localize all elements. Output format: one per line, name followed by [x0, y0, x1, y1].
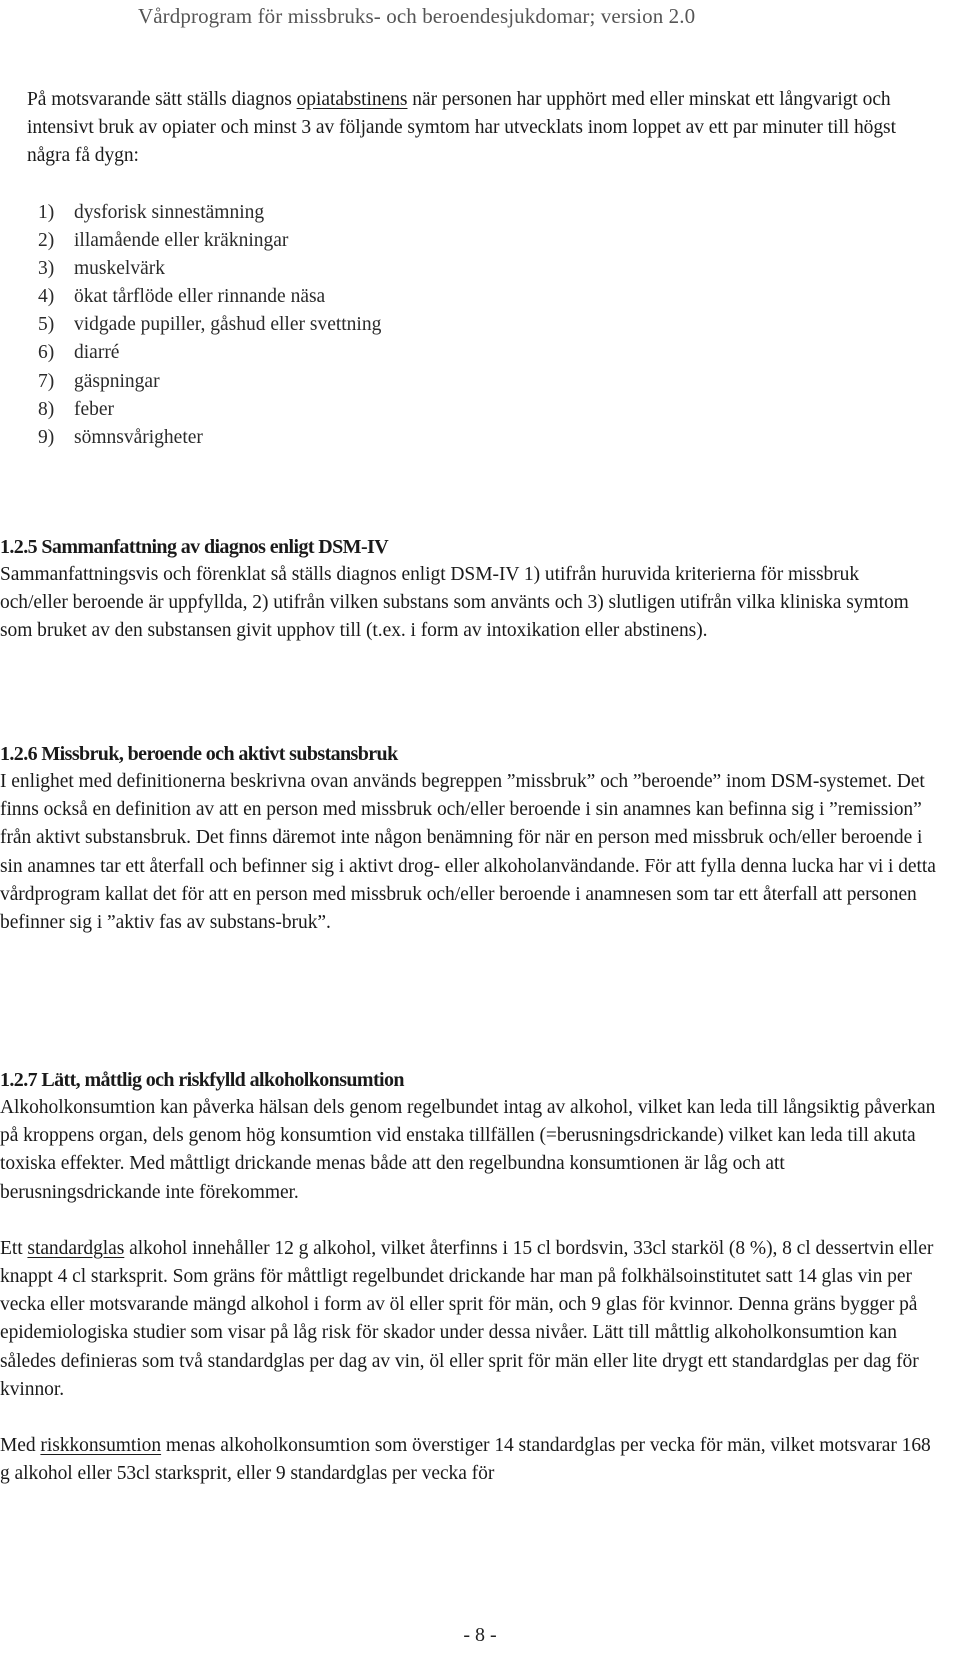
- intro-paragraph: På motsvarande sätt ställs diagnos opiatabstinens när personen har upphört med eller minskat ett långvarigt och intensivt bruk av opiater och minst 3 av följande symtom har utvecklats inom loppet av ett par minuter till högst några få dygn:: [27, 89, 896, 167]
- intro-paragraph-block: [27, 86, 932, 171]
- section-1-2-6: [0, 740, 940, 937]
- list-item: 2) illamående eller kräkningar: [38, 230, 289, 252]
- section-body: Sammanfattningsvis och förenklat så ställs diagnos enligt DSM-IV 1) utifrån huruvida kriterierna för missbruk och/eller beroende är uppfyllda, 2) utifrån vilken substans som använts och 3) slutligen utifrån vilka kliniska symtom som bruket av den substansen givit upphov till (t.ex. i form av intoxikation eller abstinens).: [0, 564, 909, 642]
- page-number: - 8 -: [463, 1624, 497, 1646]
- section-1-2-7: [0, 1066, 942, 1488]
- section-heading: 1.2.7 Lätt, måttlig och riskfylld alkoholkonsumtion: [0, 1069, 404, 1091]
- section-heading: 1.2.5 Sammanfattning av diagnos enligt DSM-IV: [0, 536, 389, 558]
- section-body: I enlighet med definitionerna beskrivna ovan används begreppen ”missbruk” och ”beroende” inom DSM-systemet. Det finns också en definition av att en person med missbruk och/eller beroende i sin anamnes kan befinna sig i ”remission” från aktivt substansbruk. Det finns däremot inte någon benämning för när en person med missbruk och/eller beroende i sin anamnes tar ett återfall och befinner sig i aktivt drog- eller alkoholanvändande. För att fylla denna lucka har vi i detta vårdprogram kallat det för att en person med missbruk och/eller beroende i anamnesen som tar ett återfall att personen befinner sig i ”aktiv fas av substans-bruk”.: [0, 771, 936, 934]
- list-item: 7) gäspningar: [38, 370, 160, 392]
- list-item: 1) dysforisk sinnestämning: [38, 202, 265, 223]
- list-item: 3) muskelvärk: [38, 258, 165, 280]
- section-1-2-5: [0, 533, 930, 646]
- list-item: 5) vidgade pupiller, gåshud eller svettning: [38, 314, 382, 336]
- running-header: Vårdprogram för missbruks- och beroendesjukdomar; version 2.0: [138, 4, 696, 28]
- term-riskkonsumtion: riskkonsumtion: [40, 1435, 162, 1457]
- list-item: 9) sömnsvårigheter: [38, 426, 203, 448]
- term-standardglas: standardglas: [27, 1237, 125, 1259]
- section-body: Alkoholkonsumtion kan påverka hälsan dels genom regelbundet intag av alkohol, vilket kan leda till långsiktig påverkan på kroppens organ, dels genom hög konsumtion vid enstaka tillfällen (=berusningsdrickande) vilket kan leda till akuta toxiska effekter. Med måttligt drickande menas både att den regelbundna konsumtionen är låg och att berusningsdrickande inte förekommer.: [0, 1097, 936, 1203]
- section-heading: 1.2.6 Missbruk, beroende och aktivt substansbruk: [0, 743, 398, 765]
- standardglas-paragraph: Ett standardglas alkohol innehåller 12 g alkohol, vilket återfinns i 15 cl bordsvin, 33cl starköl (8 %), 8 cl dessertvin eller knappt 4 cl starksprit. Som gräns för måttligt regelbundet drickande har man på folkhälsoinstitutet satt 14 glas vin per vecka eller motsvarande mängd alkohol i form av öl eller sprit för män, och 9 glas för kvinnor. Denna gräns bygger på epidemiologiska studier som visar på låg risk för skador under dessa nivåer. Lätt till måttlig alkoholkonsumtion kan således definieras som två standardglas per dag av vin, öl eller sprit för män eller lite drygt ett standardglas per dag för kvinnor.: [0, 1237, 934, 1400]
- symptom-list: [38, 199, 381, 452]
- term-opiatabstinens: opiatabstinens: [296, 89, 408, 110]
- riskkonsumtion-paragraph: Med riskkonsumtion menas alkoholkonsumtion som överstiger 14 standardglas per vecka för män, vilket motsvarar 168 g alkohol eller 53cl starksprit, eller 9 standardglas per vecka för: [0, 1435, 931, 1485]
- list-item: 8) feber: [38, 398, 115, 420]
- list-item: 6) diarré: [38, 342, 120, 364]
- list-item: 4) ökat tårflöde eller rinnande näsa: [38, 286, 326, 308]
